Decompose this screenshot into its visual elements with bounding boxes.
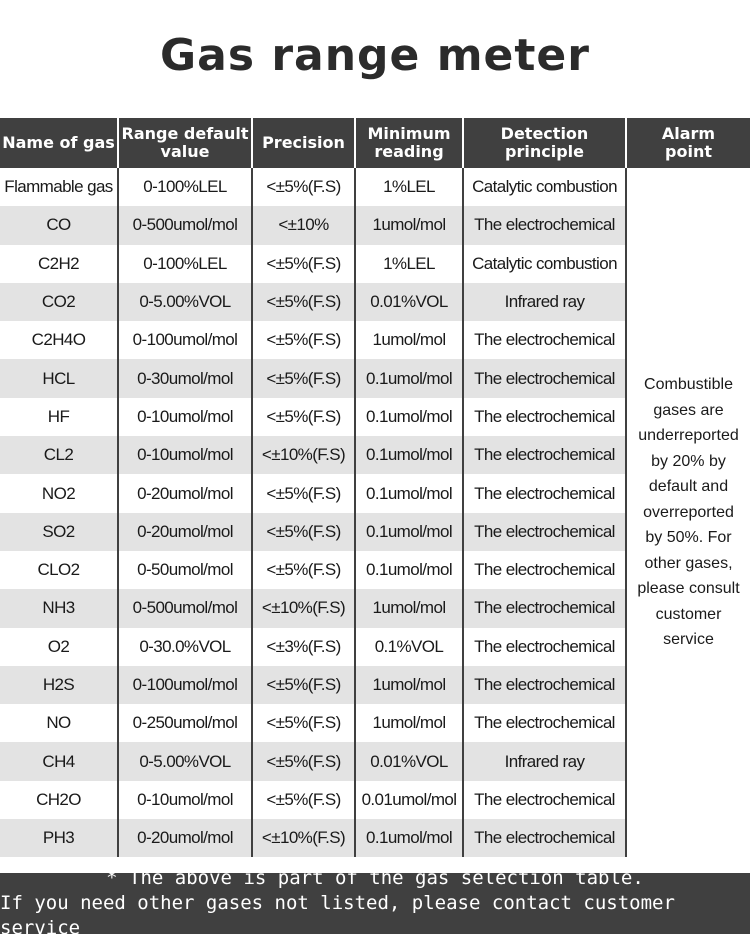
header-range: Range default value xyxy=(118,118,252,168)
precision-cell: <±5%(F.S) xyxy=(252,321,355,359)
precision-cell: <±5%(F.S) xyxy=(252,781,355,819)
gas-name-cell: NO xyxy=(46,713,71,733)
min-reading-cell: 0.1umol/mol xyxy=(355,474,463,512)
principle-cell: The electrochemical xyxy=(463,704,626,742)
range-cell: 0-50umol/mol xyxy=(118,551,252,589)
principle-cell: Infrared ray xyxy=(463,742,626,780)
gas-name-cell: HCL xyxy=(0,359,118,397)
header-precision: Precision xyxy=(252,118,355,168)
range-cell: 0-10umol/mol xyxy=(118,781,252,819)
header-alarm-point: Alarm point xyxy=(626,118,750,168)
header-detection-principle: Detection principle xyxy=(463,118,626,168)
min-reading-cell: 0.01%VOL xyxy=(355,742,463,780)
min-reading-cell: 0.01%VOL xyxy=(355,283,463,321)
min-reading-cell: 1umol/mol xyxy=(355,206,463,244)
precision-cell: <±5%(F.S) xyxy=(252,168,355,206)
precision-cell: <±5%(F.S) xyxy=(252,513,355,551)
precision-cell: <±5%(F.S) xyxy=(252,474,355,512)
principle-cell: The electrochemical xyxy=(463,666,626,704)
gas-name-cell: CH2O xyxy=(36,789,81,809)
principle-cell: The electrochemical xyxy=(463,513,626,551)
principle-cell: The electrochemical xyxy=(463,474,626,512)
principle-cell: The electrochemical xyxy=(463,398,626,436)
range-cell: 0-20umol/mol xyxy=(118,474,252,512)
gas-name-cell: NH3 xyxy=(0,589,118,627)
min-reading-cell: 0.1umol/mol xyxy=(355,819,463,857)
min-reading-cell: 1umol/mol xyxy=(355,321,463,359)
range-cell: 0-10umol/mol xyxy=(118,398,252,436)
table-body xyxy=(0,168,750,857)
range-cell: 0-20umol/mol xyxy=(118,819,252,857)
gas-name-cell: CO xyxy=(0,206,118,244)
precision-cell: <±5%(F.S) xyxy=(252,359,355,397)
range-cell: 0-100umol/mol xyxy=(118,321,252,359)
range-cell: 0-20umol/mol xyxy=(118,513,252,551)
principle-cell: Catalytic combustion xyxy=(463,245,626,283)
principle-cell: The electrochemical xyxy=(463,436,626,474)
range-cell: 0-100%LEL xyxy=(118,245,252,283)
principle-cell: The electrochemical xyxy=(463,819,626,857)
range-cell: 0-10umol/mol xyxy=(118,436,252,474)
range-cell: 0-100umol/mol xyxy=(118,666,252,704)
range-cell: 0-30umol/mol xyxy=(118,359,252,397)
principle-cell: The electrochemical xyxy=(463,781,626,819)
range-cell: 0-100%LEL xyxy=(118,168,252,206)
gas-name-cell: H2S xyxy=(0,666,118,704)
min-reading-cell: 0.1umol/mol xyxy=(355,398,463,436)
alarm-point-cell: Combustible gases are underreported by 20% by default and overreported by 50%. For other gases, please consult customer service xyxy=(626,168,750,857)
precision-cell: <±5%(F.S) xyxy=(252,245,355,283)
footer-note xyxy=(0,867,750,939)
gas-name-cell: C2H4O xyxy=(31,330,86,350)
precision-cell: <±5%(F.S) xyxy=(252,551,355,589)
principle-cell: The electrochemical xyxy=(463,206,626,244)
precision-cell: <±10%(F.S) xyxy=(252,436,355,474)
page-title: Gas range meter xyxy=(160,30,590,81)
gas-name-cell: CO2 xyxy=(0,283,118,321)
principle-cell: The electrochemical xyxy=(463,628,626,666)
min-reading-cell: 1%LEL xyxy=(355,168,463,206)
min-reading-cell: 0.1umol/mol xyxy=(355,359,463,397)
min-reading-cell: 0.01umol/mol xyxy=(355,781,463,819)
precision-cell: <±5%(F.S) xyxy=(252,742,355,780)
min-reading-cell: 0.1%VOL xyxy=(355,628,463,666)
min-reading-cell: 1umol/mol xyxy=(355,704,463,742)
gas-name-cell: NO2 xyxy=(41,483,76,503)
gas-name-cell: SO2 xyxy=(0,513,118,551)
precision-cell: <±10%(F.S) xyxy=(252,819,355,857)
range-cell: 0-30.0%VOL xyxy=(118,628,252,666)
range-cell: 0-500umol/mol xyxy=(118,206,252,244)
principle-cell: The electrochemical xyxy=(463,359,626,397)
principle-cell: Infrared ray xyxy=(463,283,626,321)
principle-cell: Catalytic combustion xyxy=(463,168,626,206)
footer-line-1: * The above is part of the gas selection table. xyxy=(106,867,644,889)
precision-cell: <±10% xyxy=(252,206,355,244)
min-reading-cell: 0.1umol/mol xyxy=(355,436,463,474)
min-reading-cell: 1umol/mol xyxy=(355,589,463,627)
precision-cell: <±10%(F.S) xyxy=(252,589,355,627)
header-minimum-reading: Minimum reading xyxy=(355,118,463,168)
table-header-row xyxy=(0,118,750,168)
precision-cell: <±3%(F.S) xyxy=(252,628,355,666)
principle-cell: The electrochemical xyxy=(463,589,626,627)
gas-name-cell: CL2 xyxy=(0,436,118,474)
min-reading-cell: 0.1umol/mol xyxy=(355,513,463,551)
gas-table xyxy=(0,118,750,857)
gas-name-cell: Flammable gas xyxy=(4,177,113,197)
footer-line-2: If you need other gases not listed, please contact customer service xyxy=(0,892,675,939)
gas-name-cell: PH3 xyxy=(0,819,118,857)
principle-cell: The electrochemical xyxy=(463,321,626,359)
range-cell: 0-5.00%VOL xyxy=(118,742,252,780)
gas-name-cell: O2 xyxy=(47,636,70,656)
min-reading-cell: 0.1umol/mol xyxy=(355,551,463,589)
principle-cell: The electrochemical xyxy=(463,551,626,589)
gas-name-cell: CH4 xyxy=(0,742,118,780)
precision-cell: <±5%(F.S) xyxy=(252,283,355,321)
min-reading-cell: 1%LEL xyxy=(355,245,463,283)
gas-name-cell: HF xyxy=(47,406,70,426)
precision-cell: <±5%(F.S) xyxy=(252,704,355,742)
precision-cell: <±5%(F.S) xyxy=(252,666,355,704)
gas-name-cell: C2H2 xyxy=(37,253,80,273)
header-gas-name: Name of gas xyxy=(0,118,118,168)
range-cell: 0-250umol/mol xyxy=(118,704,252,742)
range-cell: 0-5.00%VOL xyxy=(118,283,252,321)
min-reading-cell: 1umol/mol xyxy=(355,666,463,704)
gas-name-cell: CLO2 xyxy=(37,560,80,580)
table-row xyxy=(0,168,750,206)
precision-cell: <±5%(F.S) xyxy=(252,398,355,436)
range-cell: 0-500umol/mol xyxy=(118,589,252,627)
